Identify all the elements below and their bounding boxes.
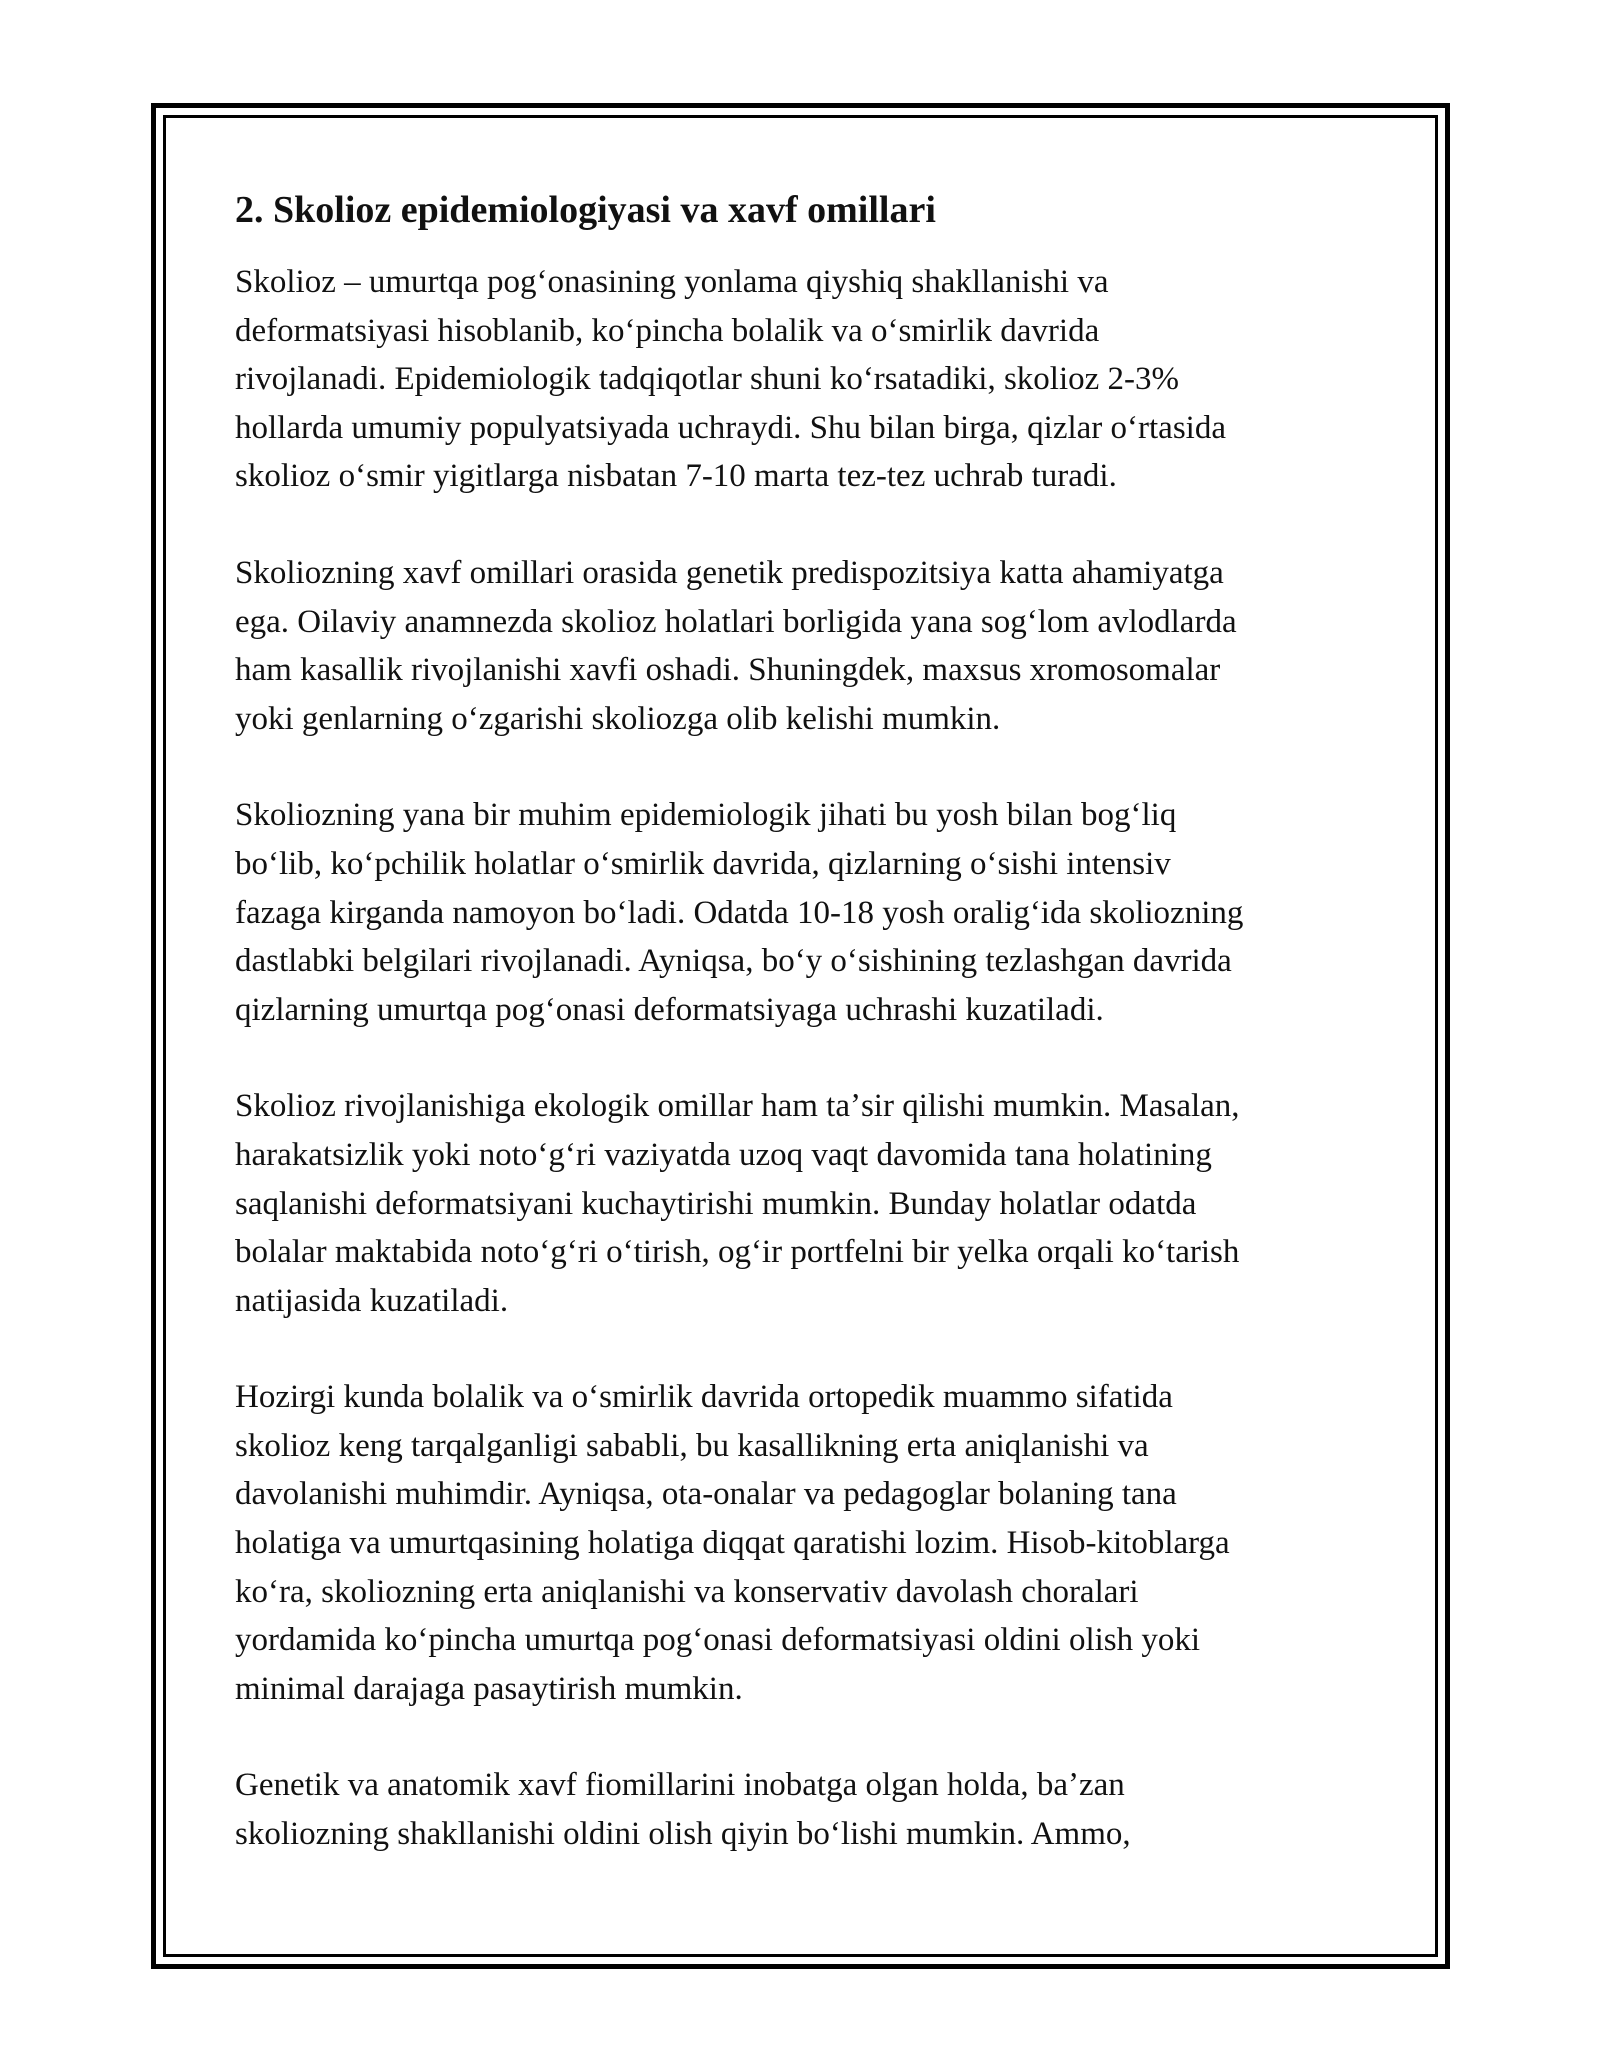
paragraph-2: [235, 549, 1375, 743]
paragraph-line: dastlabki belgilari rivojlanadi. Ayniqsa, boʻy oʻsishining tezlashgan davrida: [235, 943, 1232, 980]
paragraph-line: Genetik va anatomik xavf fiomillarini inobatga olgan holda, baʼzan: [235, 1767, 1125, 1804]
paragraph-line: skoliozning shakllanishi oldini olish qiyin boʻlishi mumkin. Ammo,: [235, 1816, 1131, 1853]
paragraph-line: fazaga kirganda namoyon boʻladi. Odatda 10-18 yosh oraligʻida skoliozning: [235, 894, 1244, 931]
paragraph-line: harakatsizlik yoki notoʻgʻri vaziyatda uzoq vaqt davomida tana holatining: [235, 1136, 1212, 1173]
paragraph-line: bolalar maktabida notoʻgʻri oʻtirish, ogʻir portfelni bir yelka orqali koʻtarish: [235, 1234, 1240, 1271]
document-body: [235, 186, 1375, 1907]
paragraph-line: holatiga va umurtqasining holatiga diqqat qaratishi lozim. Hisob-kitoblarga: [235, 1525, 1230, 1562]
paragraph-line: Skoliozning yana bir muhim epidemiologik jihati bu yosh bilan bogʻliq: [235, 797, 1177, 834]
paragraph-line: skolioz oʻsmir yigitlarga nisbatan 7-10 marta tez-tez uchrab turadi.: [235, 458, 1117, 495]
paragraph-4: [235, 1082, 1375, 1325]
section-heading: 2. Skolioz epidemiologiyasi va xavf omillari: [235, 189, 936, 231]
paragraph-line: skolioz keng tarqalganligi sababli, bu kasallikning erta aniqlanishi va: [235, 1427, 1149, 1464]
paragraph-line: saqlanishi deformatsiyani kuchaytirishi mumkin. Bunday holatlar odatda: [235, 1185, 1197, 1222]
paragraph-line: yoki genlarning oʻzgarishi skoliozga olib kelishi mumkin.: [235, 700, 1001, 737]
paragraph-line: koʻra, skoliozning erta aniqlanishi va konservativ davolash choralari: [235, 1573, 1139, 1610]
paragraph-line: davolanishi muhimdir. Ayniqsa, ota-onalar va pedagoglar bolaning tana: [235, 1476, 1177, 1513]
paragraph-5: [235, 1373, 1375, 1713]
paragraph-6: [235, 1761, 1375, 1858]
paragraph-line: rivojlanadi. Epidemiologik tadqiqotlar shuni koʻrsatadiki, skolioz 2-3%: [235, 361, 1179, 398]
paragraph-line: Skoliozning xavf omillari orasida genetik predispozitsiya katta ahamiyatga: [235, 554, 1224, 591]
paragraph-3: [235, 791, 1375, 1034]
paragraph-line: Skolioz – umurtqa pogʻonasining yonlama qiyshiq shakllanishi va: [235, 264, 1109, 300]
paragraph-line: Hozirgi kunda bolalik va oʻsmirlik davrida ortopedik muammo sifatida: [235, 1379, 1173, 1416]
paragraph-line: ega. Oilaviy anamnezda skolioz holatlari borligida yana sogʻlom avlodlarda: [235, 603, 1237, 640]
paragraph-line: qizlarning umurtqa pogʻonasi deformatsiyaga uchrashi kuzatiladi.: [235, 991, 1104, 1028]
paragraph-line: yordamida koʻpincha umurtqa pogʻonasi deformatsiyasi oldini olish yoki: [235, 1622, 1201, 1659]
paragraph-line: boʻlib, koʻpchilik holatlar oʻsmirlik davrida, qizlarning oʻsishi intensiv: [235, 845, 1171, 882]
paragraph-line: Skolioz rivojlanishiga ekologik omillar ham taʼsir qilishi mumkin. Masalan,: [235, 1088, 1240, 1125]
paragraph-line: ham kasallik rivojlanishi xavfi oshadi. Shuningdek, maxsus xromosomalar: [235, 652, 1221, 689]
paragraph-line: deformatsiyasi hisoblanib, koʻpincha bolalik va oʻsmirlik davrida: [235, 312, 1100, 349]
paragraph-line: minimal darajaga pasaytirish mumkin.: [235, 1670, 743, 1707]
paragraph-line: hollarda umumiy populyatsiyada uchraydi. Shu bilan birga, qizlar oʻrtasida: [235, 409, 1226, 446]
paragraph-line: natijasida kuzatiladi.: [235, 1282, 509, 1319]
paragraph-1: [235, 258, 1375, 501]
